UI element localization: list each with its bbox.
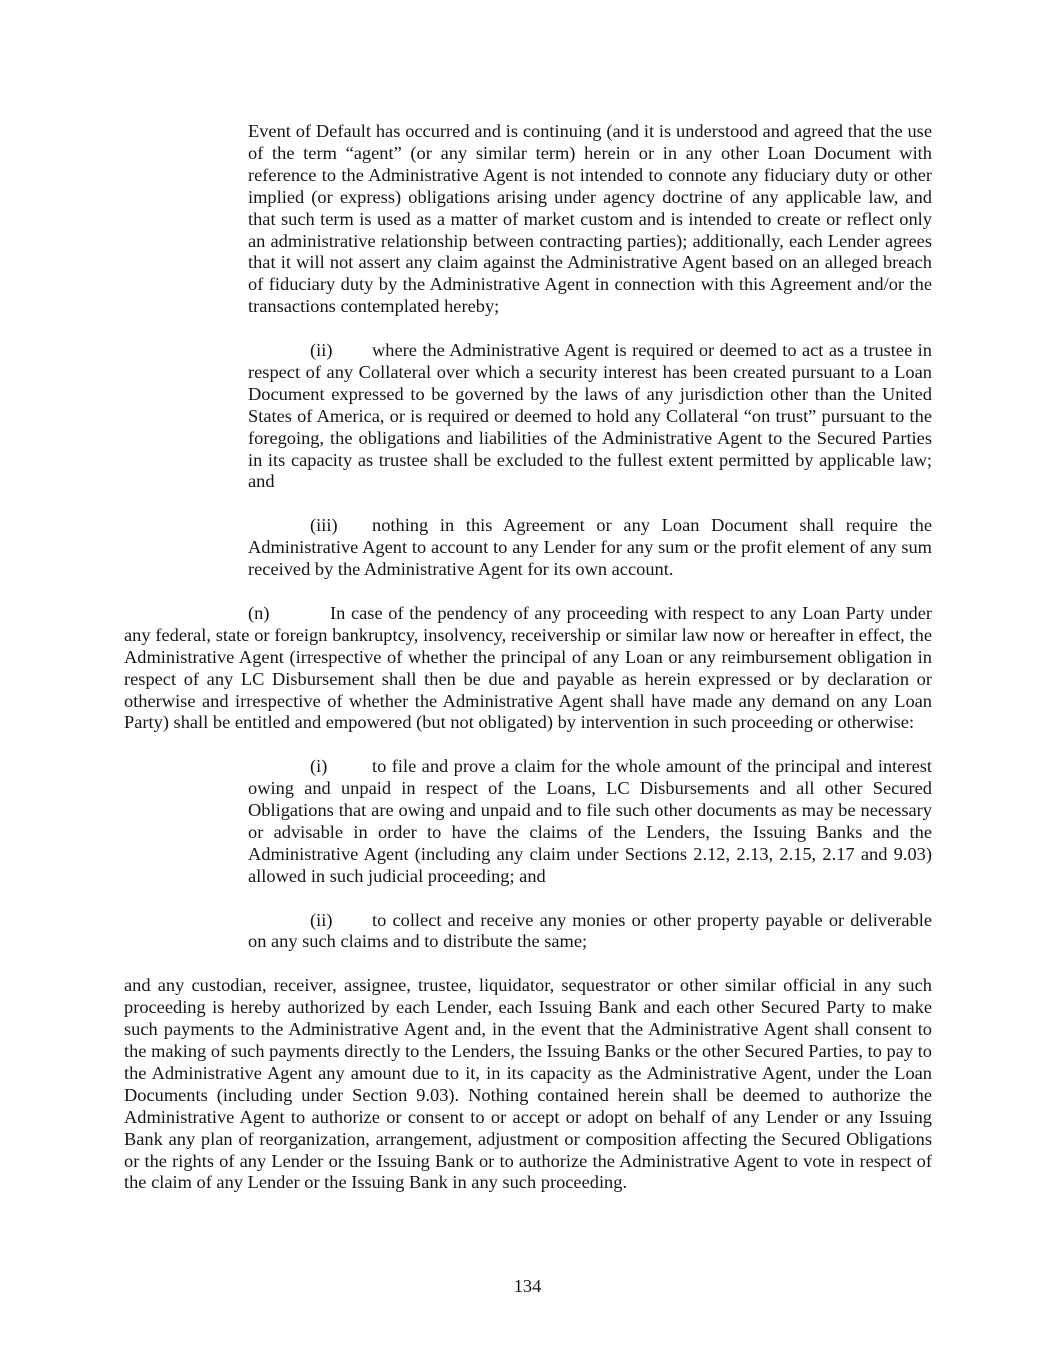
clause-ii	[248, 340, 932, 493]
clause-ii-label: (ii)	[310, 340, 333, 361]
clause-n-text: In case of the pendency of any proceeding with respect to any Loan Party under any federal, state or foreign bankruptcy, insolvency, receivership or similar law now or hereafter in effect, the Administrative Agent (irrespective of whether the principal of any Loan or any reimbursement obligation in respect of any LC Disbursement shall then be due and payable as herein expressed or by declaration or otherwise and irrespective of whether the Administrative Agent shall have made any demand on any Loan Party) shall be entitled and empowered (but not obligated) by intervention in such proceeding or otherwise:	[124, 602, 932, 733]
clause-ii-2	[248, 910, 932, 954]
clause-i-text: to file and prove a claim for the whole amount of the principal and interest owing and unpaid in respect of the Loans, LC Disbursements and all other Secured Obligations that are owing and unpaid and to file such other documents as may be necessary or advisable in order to have the claims of the Lenders, the Issuing Banks and the Administrative Agent (including any claim under Sections 2.12, 2.13, 2.15, 2.17 and 9.03) allowed in such judicial proceeding; and	[248, 756, 932, 886]
clause-iii-label: (iii)	[310, 515, 338, 536]
clause-ii-text: where the Administrative Agent is required or deemed to act as a trustee in respect of any Collateral over which a security interest has been created pursuant to a Loan Document expressed to be governed by the laws of any jurisdiction other than the United States of America, or is required or deemed to hold any Collateral “on trust” pursuant to the foregoing, the obligations and liabilities of the Administrative Agent to the Secured Parties in its capacity as trustee shall be excluded to the fullest extent permitted by applicable law; and	[248, 340, 932, 492]
clause-iii-text: nothing in this Agreement or any Loan Document shall require the Administrative Agent to account to any Lender for any sum or the profit element of any sum received by the Administrative Agent for its own account.	[248, 515, 932, 580]
clause-i-label: (i)	[310, 756, 328, 777]
paragraph-custodian-authorization: and any custodian, receiver, assignee, trustee, liquidator, sequestrator or other similar official in any such proceeding is hereby authorized by each Lender, each Issuing Bank and each other Secured Party to make such payments to the Administrative Agent and, in the event that the Administrative Agent shall consent to the making of such payments directly to the Lenders, the Issuing Banks or the other Secured Parties, to pay to the Administrative Agent any amount due to it, in its capacity as the Administrative Agent, under the Loan Documents (including under Section 9.03). Nothing contained herein shall be deemed to authorize the Administrative Agent to authorize or consent to or accept or adopt on behalf of any Lender or any Issuing Bank any plan of reorganization, arrangement, adjustment or composition affecting the Secured Obligations or the rights of any Lender or the Issuing Bank or to authorize the Administrative Agent to vote in respect of the claim of any Lender or the Issuing Bank in any such proceeding.	[124, 975, 932, 1193]
clause-ii-2-text: to collect and receive any monies or other property payable or deliverable on any such claims and to distribute the same;	[248, 909, 932, 952]
clause-n-label: (n)	[248, 602, 270, 623]
clause-n	[124, 603, 932, 734]
clause-ii-2-label: (ii)	[310, 909, 333, 930]
clause-iii	[248, 515, 932, 581]
clause-i	[248, 756, 932, 887]
paragraph-event-of-default-continuation: Event of Default has occurred and is continuing (and it is understood and agreed that the use of the term “agent” (or any similar term) herein or in any other Loan Document with reference to the Administrative Agent is not intended to connote any fiduciary duty or other implied (or express) obligations arising under agency doctrine of any applicable law, and that such term is used as a matter of market custom and is intended to create or reflect only an administrative relationship between contracting parties); additionally, each Lender agrees that it will not assert any claim against the Administrative Agent based on an alleged breach of fiduciary duty by the Administrative Agent in connection with this Agreement and/or the transactions contemplated hereby;	[248, 121, 932, 317]
page-number: 134	[513, 1276, 542, 1296]
